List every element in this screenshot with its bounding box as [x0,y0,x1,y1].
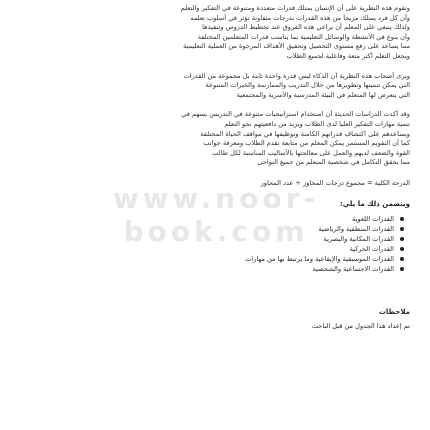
list-heading: ويتضمن ذلك ما يلي: [339,199,410,208]
list-item: القدرات الموسيقية والإيقاعية وما يرتبط بها من مهارات [22,254,404,264]
bullet-list [22,214,410,274]
paragraph-line: وأن كل فرد يمتلك مزيجاً من هذه القدرات بدرجات متفاوتة تؤثر في أسلوب تعلمه [190,13,410,22]
paragraph-line: التي يتعرض لها المتعلم في البيئة المدرسية والأسرية والمجتمعية [236,90,410,99]
paragraph-line: ولذلك ينبغي على المعلم أن يراعي هذه الفروق عند تخطيط الدروس وتنفيذها [202,23,410,32]
formula-line: الدرجة الكلية = مجموع درجات المحاور ÷ عدد المحاور [260,178,410,187]
paragraph-line: ويجعل التعلم أكثر متعة وفاعلية لجميع الطلاب [286,51,410,60]
list-item: القدرات الاجتماعية والشخصية [22,264,404,274]
paragraph-line: ويساعدهم على اكتشاف قدراتهم الكامنة وتوظيفها في مواقف الحياة المختلفة [200,129,410,138]
paragraph-line: مما يساعد على رفع مستوى التحصيل وتحقيق الأهداف المرجوة من العملية التعليمية [183,42,410,51]
list-item: القدرات الحركية [22,244,404,254]
notes-text: تم إعداد هذا الجدول من قبل الباحث [311,321,410,330]
paragraph-line: مما يحقق التكامل في شخصية المتعلم من جميع النواحي [257,158,410,167]
watermark: www.noor-book.com [112,182,320,248]
paragraph-2 [22,72,410,101]
document-page [22,4,410,424]
paragraph-line: وتقوم هذه النظرية على أن الإنسان يمتلك قدرات متعددة ومتنوعة في التفكير والتعلم [180,4,410,12]
paragraph-3 [22,110,410,168]
paragraph-line: وقد أكدت الدراسات الحديثة أن استخدام استراتيجيات متنوعة في التدريس يسهم في [181,110,410,119]
paragraph-line: كما أن التقويم المستمر يمكن المعلم من متابعة تقدم الطلاب ومعرفة جوانب [203,139,410,148]
paragraph-line: تنمية مهارات التفكير العليا لدى الطلاب ويزيد من دافعيتهم نحو التعلم [224,119,410,128]
notes-title: ملاحظات [378,307,410,316]
paragraph-line: التي يمكن تنميتها وتطويرها من خلال التدريب والممارسة والخبرات المتنوعة [205,81,410,90]
list-item: القدرات اللغوية [22,214,404,224]
list-item: القدرات المنطقية والرياضية [22,224,404,234]
paragraph-line: وأن ينوع في الأنشطة والوسائل التعليمية بما يناسب قدرات المتعلمين المختلفة [197,32,410,41]
paragraph-line: القوة والضعف لديهم والعمل على معالجتها بالأساليب المناسبة لكل طالب [212,148,410,157]
list-item: القدرات المكانية والبصرية [22,234,404,244]
paragraph-1 [22,4,410,62]
paragraph-line: ويرى أصحاب هذه النظرية أن الذكاء ليس قدرة واحدة ثابتة بل مجموعة من القدرات [183,71,410,80]
